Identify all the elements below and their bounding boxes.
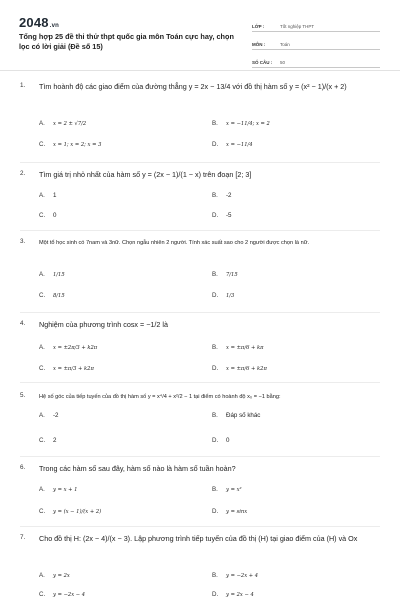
option-a[interactable]: A. y = 2x — [39, 572, 70, 579]
question-1 — [20, 82, 380, 158]
meta-value: Tốt nghiệp THPT — [280, 24, 315, 29]
question-text: Một tổ học sinh có 7nam và 3nữ. Chọn ngẫu nhiên 2 người. Tính xác suất sao cho 2 người được chọn là nữ. — [39, 240, 309, 246]
page-title: Tổng hợp 25 đề thi thử thpt quốc gia môn Toán cực hay, chọn lọc có lời giải (Đề số 15) — [19, 32, 234, 51]
option-d[interactable]: D. y = 2x − 4 — [212, 591, 254, 598]
option-b[interactable]: B. y = −2x + 4 — [212, 572, 259, 579]
question-4 — [20, 320, 380, 380]
meta-key: MÔN : — [252, 42, 266, 47]
option-c[interactable]: C. 2 — [39, 437, 57, 444]
question-number: 5. — [20, 392, 26, 399]
question-number: 7. — [20, 534, 26, 541]
option-c[interactable]: C. 0 — [39, 212, 57, 219]
exam-meta — [252, 16, 380, 70]
option-d[interactable]: D. x = −11/4 — [212, 141, 253, 148]
option-c[interactable]: C. x = ±π/3 + k2π — [39, 365, 94, 372]
question-text: Tìm giá trị nhỏ nhất của hàm số y = (2x − 1)/(1 − x) trên đoạn [2; 3] — [39, 170, 252, 179]
option-b[interactable]: B. -2 — [212, 192, 232, 199]
question-number: 1. — [20, 82, 26, 89]
option-d[interactable]: D. -5 — [212, 212, 232, 219]
question-number: 4. — [20, 320, 26, 327]
question-text: Cho đồ thị H: (2x − 4)/(x − 3). Lập phương trình tiếp tuyến của đồ thị (H) tại giao điểm của (H) và Ox — [39, 534, 358, 543]
question-number: 3. — [20, 238, 26, 245]
meta-row-class — [252, 16, 380, 32]
option-a[interactable]: A. 1/15 — [39, 271, 65, 278]
meta-value: Toán — [280, 42, 290, 47]
option-d[interactable]: D. y = sinx — [212, 508, 248, 515]
question-5 — [20, 392, 380, 452]
question-text: Nghiệm của phương trình cosx = −1/2 là — [39, 320, 168, 329]
question-divider — [20, 230, 380, 231]
option-c[interactable]: C. y = −2x − 4 — [39, 591, 86, 598]
question-text: Trong các hàm số sau đây, hàm số nào là hàm số tuần hoàn? — [39, 464, 236, 473]
question-2 — [20, 170, 380, 230]
option-b[interactable]: B. x = −11/4; x = 2 — [212, 120, 270, 127]
header — [0, 0, 400, 65]
option-d[interactable]: D. x = ±π/6 + k2π — [212, 365, 267, 372]
option-a[interactable]: A. x = ±2π/3 + k2π — [39, 344, 98, 351]
header-divider — [0, 70, 400, 71]
question-divider — [20, 162, 380, 163]
option-b[interactable]: B. y = x² — [212, 486, 242, 493]
question-6 — [20, 464, 380, 524]
option-c[interactable]: C. x = 1; x = 2; x = 3 — [39, 141, 102, 148]
question-divider — [20, 526, 380, 527]
option-c[interactable]: C. 8/15 — [39, 292, 65, 299]
option-a[interactable]: A. x = 2 ± √7/2 — [39, 120, 87, 127]
meta-key: SỐ CÂU : — [252, 60, 273, 65]
meta-key: LỚP : — [252, 24, 265, 29]
option-c[interactable]: C. y = (x − 1)/(x + 2) — [39, 508, 102, 515]
option-b[interactable]: B. x = ±π/6 + kπ — [212, 344, 264, 351]
option-a[interactable]: A. -2 — [39, 412, 59, 419]
question-3 — [20, 238, 380, 310]
option-d[interactable]: D. 1/3 — [212, 292, 235, 299]
option-d[interactable]: D. 0 — [212, 437, 230, 444]
option-a[interactable]: A. 1 — [39, 192, 57, 199]
question-7 — [20, 534, 380, 600]
option-b[interactable]: B. 7/15 — [212, 271, 238, 278]
site-logo[interactable]: 2048.vn — [19, 15, 60, 30]
option-a[interactable]: A. y = x + 1 — [39, 486, 78, 493]
question-divider — [20, 312, 380, 313]
question-divider — [20, 382, 380, 383]
option-b[interactable]: B. Đáp số khác — [212, 412, 261, 419]
question-number: 2. — [20, 170, 26, 177]
question-divider — [20, 456, 380, 457]
question-text: Hệ số góc của tiếp tuyến của đồ thị hàm số y = x⁴/4 + x²/2 − 1 tại điểm có hoành độ x₀ = −1 bằng: — [39, 394, 281, 400]
question-number: 6. — [20, 464, 26, 471]
meta-value: 50 — [280, 60, 286, 65]
question-text: Tìm hoành độ các giao điểm của đường thẳng y = 2x − 13/4 với đồ thị hàm số y = (x² − 1)/(x + 2) — [39, 82, 347, 91]
meta-row-subject — [252, 34, 380, 50]
meta-row-count — [252, 52, 380, 68]
